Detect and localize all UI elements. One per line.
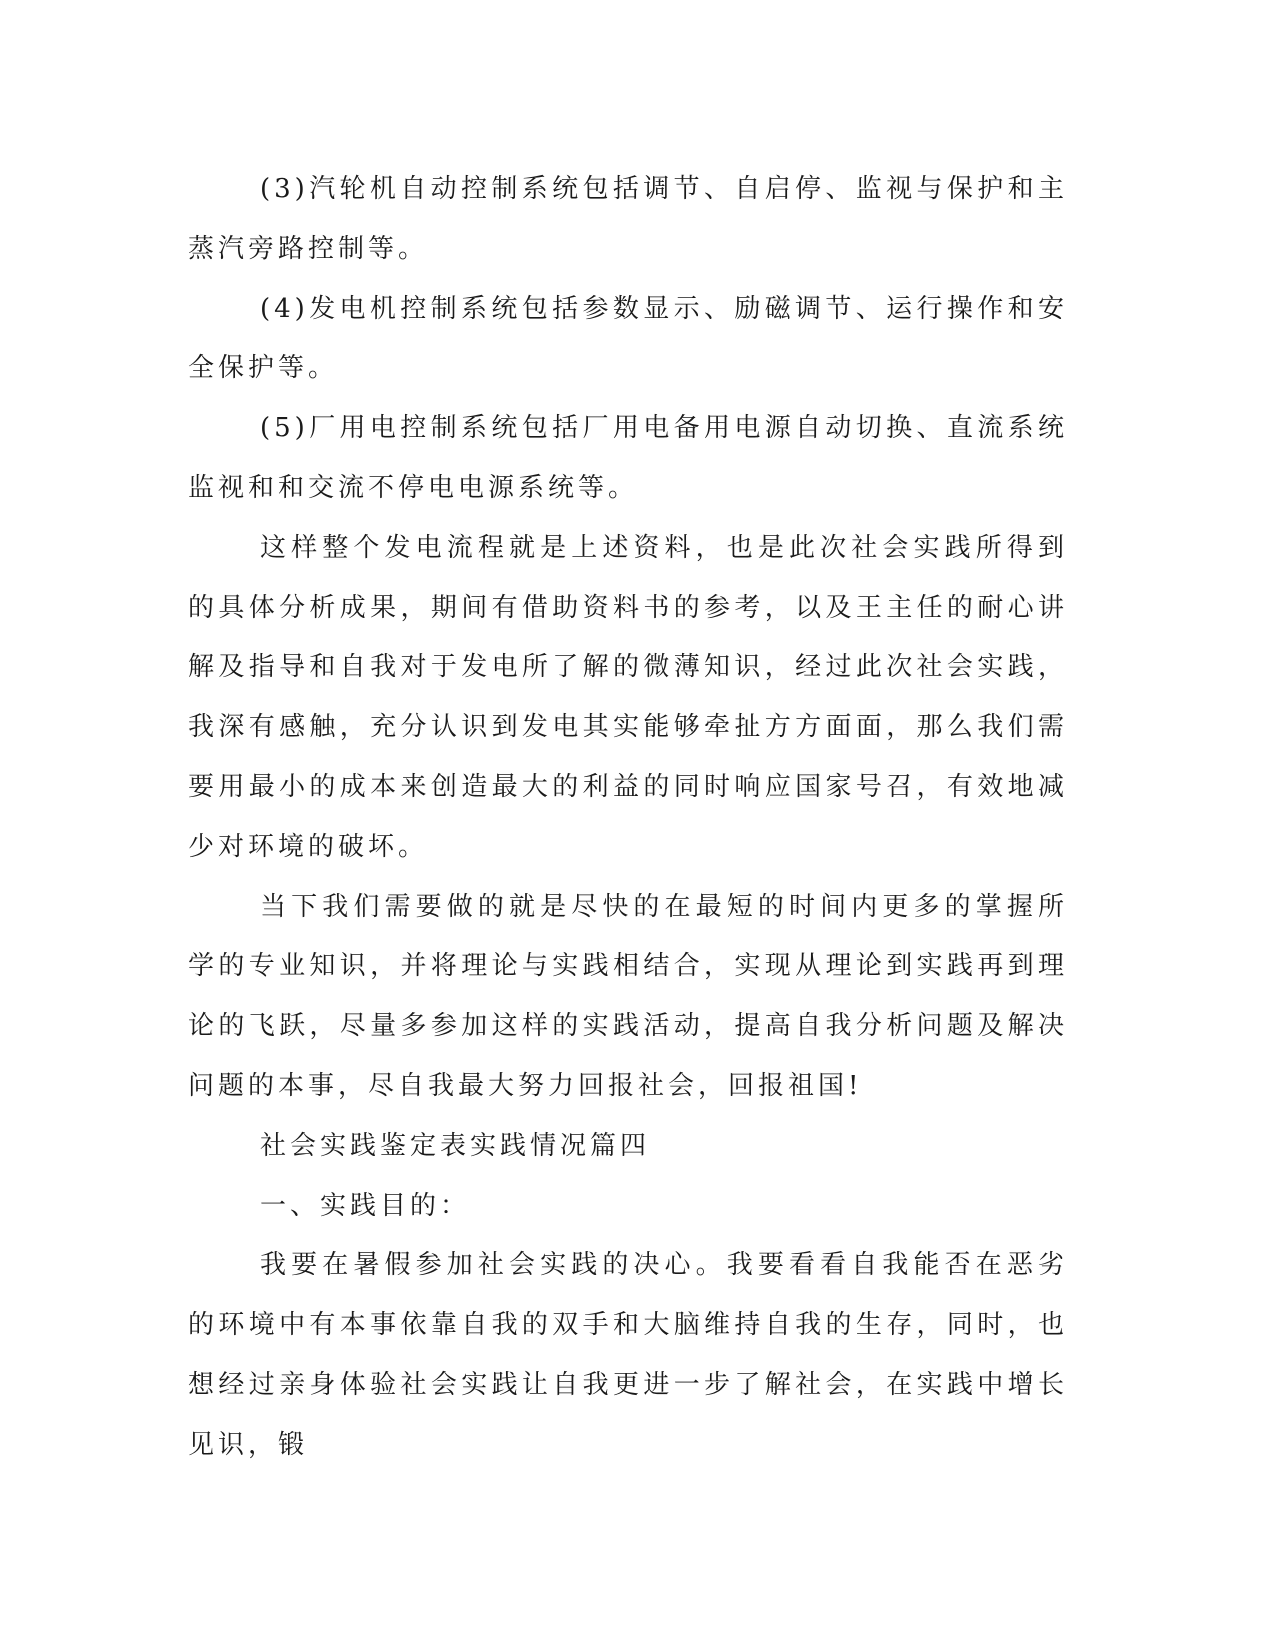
section-heading: 社会实践鉴定表实践情况篇四	[260, 1130, 651, 1161]
paragraph-practice-summary: 这样整个发电流程就是上述资料，也是此次社会实践所得到的具体分析成果，期间有借助资料书的参考，以及王主任的耐心讲解及指导和自我对于发电所了解的微薄知识，经过此次社会实践，我深有感触，充分认识到发电其实能够牵扯方方面面，那么我们需要用最小的成本来创造最大的利益的同时响应国家号召，有效地减少对环境的破坏。	[188, 532, 1068, 862]
paragraph-practice-purpose: 我要在暑假参加社会实践的决心。我要看看自我能否在恶劣的环境中有本事依靠自我的双手和大脑维持自我的生存，同时，也想经过亲身体验社会实践让自我更进一步了解社会，在实践中增长见识，锻	[188, 1250, 1068, 1460]
paragraph-turbine-control: (3)汽轮机自动控制系统包括调节、自启停、监视与保护和主蒸汽旁路控制等。	[188, 174, 1068, 264]
paragraph-future-goals: 当下我们需要做的就是尽快的在最短的时间内更多的掌握所学的专业知识，并将理论与实践相结合，实现从理论到实践再到理论的飞跃，尽量多参加这样的实践活动，提高自我分析问题及解决问题的本事，尽自我最大努力回报社会，回报祖国!	[188, 891, 1068, 1101]
subsection-heading: 一、实践目的：	[260, 1190, 471, 1221]
document-body	[188, 160, 1068, 1476]
paragraph-station-power-control: (5)厂用电控制系统包括厂用电备用电源自动切换、直流系统监视和和交流不停电电源系统等。	[188, 413, 1068, 503]
paragraph-generator-control: (4)发电机控制系统包括参数显示、励磁调节、运行操作和安全保护等。	[188, 293, 1068, 384]
